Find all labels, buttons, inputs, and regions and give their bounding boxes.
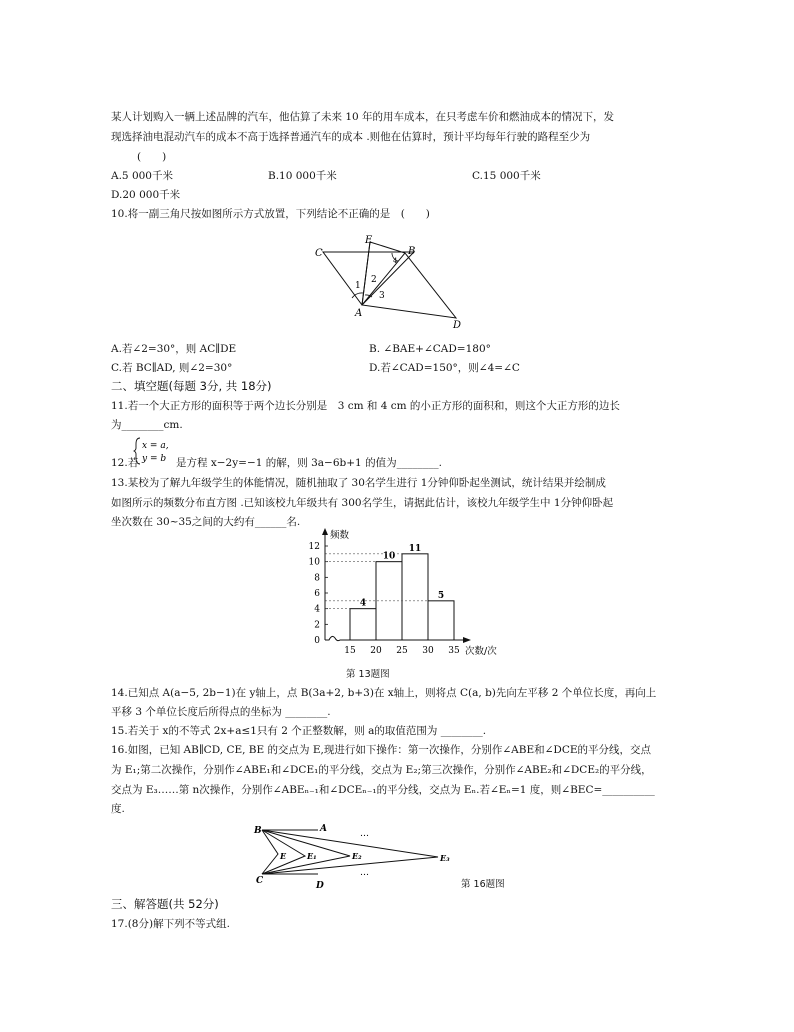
angle-2-label: 2 — [371, 275, 377, 285]
point-e2-label: E₂ — [352, 851, 362, 861]
q10-option-a: A.若∠2=30°，则 AC∥DE — [111, 343, 237, 355]
histogram-x-label: 次数/次 — [465, 646, 497, 657]
histogram-bar — [350, 609, 376, 640]
q16-bisector-figure — [250, 822, 460, 890]
q9-option-b: B.10 000千米 — [268, 170, 337, 182]
y-tick-label: 0 — [314, 636, 320, 646]
point-e-label: E — [365, 235, 373, 246]
x-tick-label: 15 — [344, 646, 356, 656]
x-axis-arrow-icon — [463, 637, 471, 643]
section-3-title: 三、解答题(共 52分) — [111, 897, 219, 911]
q11-line2: 为________cm. — [111, 419, 183, 431]
q9-option-a: A.5 000千米 — [111, 170, 173, 182]
q10-stem: 10.将一副三角尺按如图所示方式放置，下列结论不正确的是 ( ) — [111, 208, 430, 220]
histogram-bar-label: 4 — [359, 598, 367, 609]
path-bec — [262, 830, 278, 874]
y-tick-label: 6 — [314, 589, 320, 599]
q12-rest: 是方程 x−2y=−1 的解，则 3a−6b+1 的值为________. — [176, 457, 442, 469]
histogram-bar-label: 5 — [437, 590, 445, 601]
y-tick-label: 10 — [308, 557, 320, 568]
point-b-label: B — [408, 246, 416, 257]
q14-line1: 14.已知点 A(a−5, 2b−1)在 y轴上，点 B(3a+2, b+3)在 x轴上，则将点 C(a, b)先向左平移 2 个单位长度，再向上 — [111, 687, 657, 699]
q13-line3: 坐次数在 30~35之间的大约有______名. — [111, 516, 301, 528]
y-tick-label: 8 — [314, 573, 320, 584]
point-b-label: B — [254, 826, 262, 836]
q16-line4: 度. — [111, 803, 125, 815]
q10-option-d: D.若∠CAD=150°，则∠4=∠C — [369, 362, 520, 374]
histogram-bar-label: 10 — [382, 551, 396, 562]
histogram-bar — [428, 601, 454, 640]
q9-option-c: C.15 000千米 — [472, 170, 541, 182]
q9-bracket: ( ) — [137, 151, 167, 163]
point-d-label: D — [316, 881, 324, 891]
angle-3-label: 3 — [379, 291, 385, 301]
q15-line1: 15.若关于 x的不等式 2x+a≤1只有 2 个正整数解，则 a的取值范围为 ________. — [111, 725, 487, 737]
path-be3c — [262, 830, 438, 874]
y-tick-label: 4 — [314, 604, 320, 615]
point-d-label: D — [453, 320, 462, 331]
histogram-y-label: 频数 — [330, 530, 350, 541]
point-a-label: A — [355, 308, 363, 319]
point-c-label: C — [315, 248, 323, 259]
point-e-label: E — [280, 851, 287, 861]
q10-option-b: B. ∠BAE+∠CAD=180° — [369, 343, 491, 355]
q9-option-d: D.20 000千米 — [111, 189, 181, 201]
point-c-label: C — [256, 876, 264, 886]
q16-line1: 16.如图，已知 AB∥CD, CE, BE 的交点为 E,现进行如下操作：第一次操作，分别作∠ABE和∠DCE的平分线，交点 — [111, 744, 652, 756]
x-tick-label: 20 — [370, 646, 382, 656]
histogram-bar — [402, 554, 428, 640]
q11-line1: 11.若一个大正方形的面积等于两个边长分别是 3 cm 和 4 cm 的小正方形的面积和，则这个大正方形的边长 — [111, 400, 620, 412]
section-2-title: 二、填空题(每题 3分, 共 18分) — [111, 379, 272, 393]
q9-line2: 现选择油电混动汽车的成本不高于选择普通汽车的成本 .则他在估算时，预计平均每年行驶的路程至少为 — [111, 131, 591, 143]
q12-system-top: x = a, — [142, 441, 169, 451]
q14-line2: 平移 3 个单位长度后所得点的坐标为 ________. — [111, 706, 331, 718]
histogram-bar-label: 11 — [408, 543, 422, 554]
angle-4-label: 4 — [393, 257, 398, 265]
q13-line2: 如图所示的频数分布直方图 .已知该校九年级共有 300名学生，请据此估计，该校九年级学生中 1分钟仰卧起 — [111, 497, 614, 509]
point-a-label: A — [320, 824, 327, 834]
q9-line1: 某人计划购入一辆上述品牌的汽车，他估算了未来 10 年的用车成本，在只考虑车价和燃油成本的情况下，发 — [111, 111, 615, 123]
q13-line1: 13.某校为了解九年级学生的体能情况，随机抽取了 30名学生进行 1分钟仰卧起坐测试，统计结果并绘制成 — [111, 477, 606, 489]
y-axis-arrow-icon — [322, 528, 328, 535]
q13-caption: 第 13题图 — [346, 669, 390, 680]
q17-line1: 17.(8分)解下列不等式组. — [111, 918, 230, 930]
x-tick-label: 25 — [396, 646, 408, 656]
q13-histogram — [305, 528, 505, 658]
point-e3-label: E₃ — [440, 853, 450, 863]
angle-1-label: 1 — [355, 281, 361, 291]
point-e1-label: E₁ — [307, 851, 317, 861]
ellipsis-top: … — [360, 829, 369, 839]
ellipsis-bottom: … — [360, 868, 369, 878]
q10-triangle-figure — [300, 232, 480, 331]
q12-system-bottom: y = b — [142, 454, 167, 464]
y-tick-label: 12 — [308, 542, 320, 552]
q16-line3: 交点为 E₃……第 n次操作，分别作∠ABEₙ₋₁和∠DCEₙ₋₁的平分线，交点为 Eₙ.若∠Eₙ=1 度，则∠BEC=__________ — [111, 784, 655, 796]
q10-option-c: C.若 BC∥AD, 则∠2=30° — [111, 362, 233, 374]
q16-caption: 第 16题图 — [461, 879, 505, 890]
q12-prefix: 12.若 — [111, 457, 139, 469]
x-tick-label: 35 — [448, 646, 460, 656]
y-tick-label: 2 — [314, 620, 320, 631]
x-tick-label: 30 — [422, 646, 434, 656]
brace-icon — [134, 438, 140, 464]
q12-equation-system — [134, 436, 176, 466]
q16-line2: 为 E₁;第二次操作，分别作∠ABE₁和∠DCE₁的平分线，交点为 E₂;第三次操作，分别作∠ABE₂和∠DCE₂的平分线， — [111, 764, 652, 776]
